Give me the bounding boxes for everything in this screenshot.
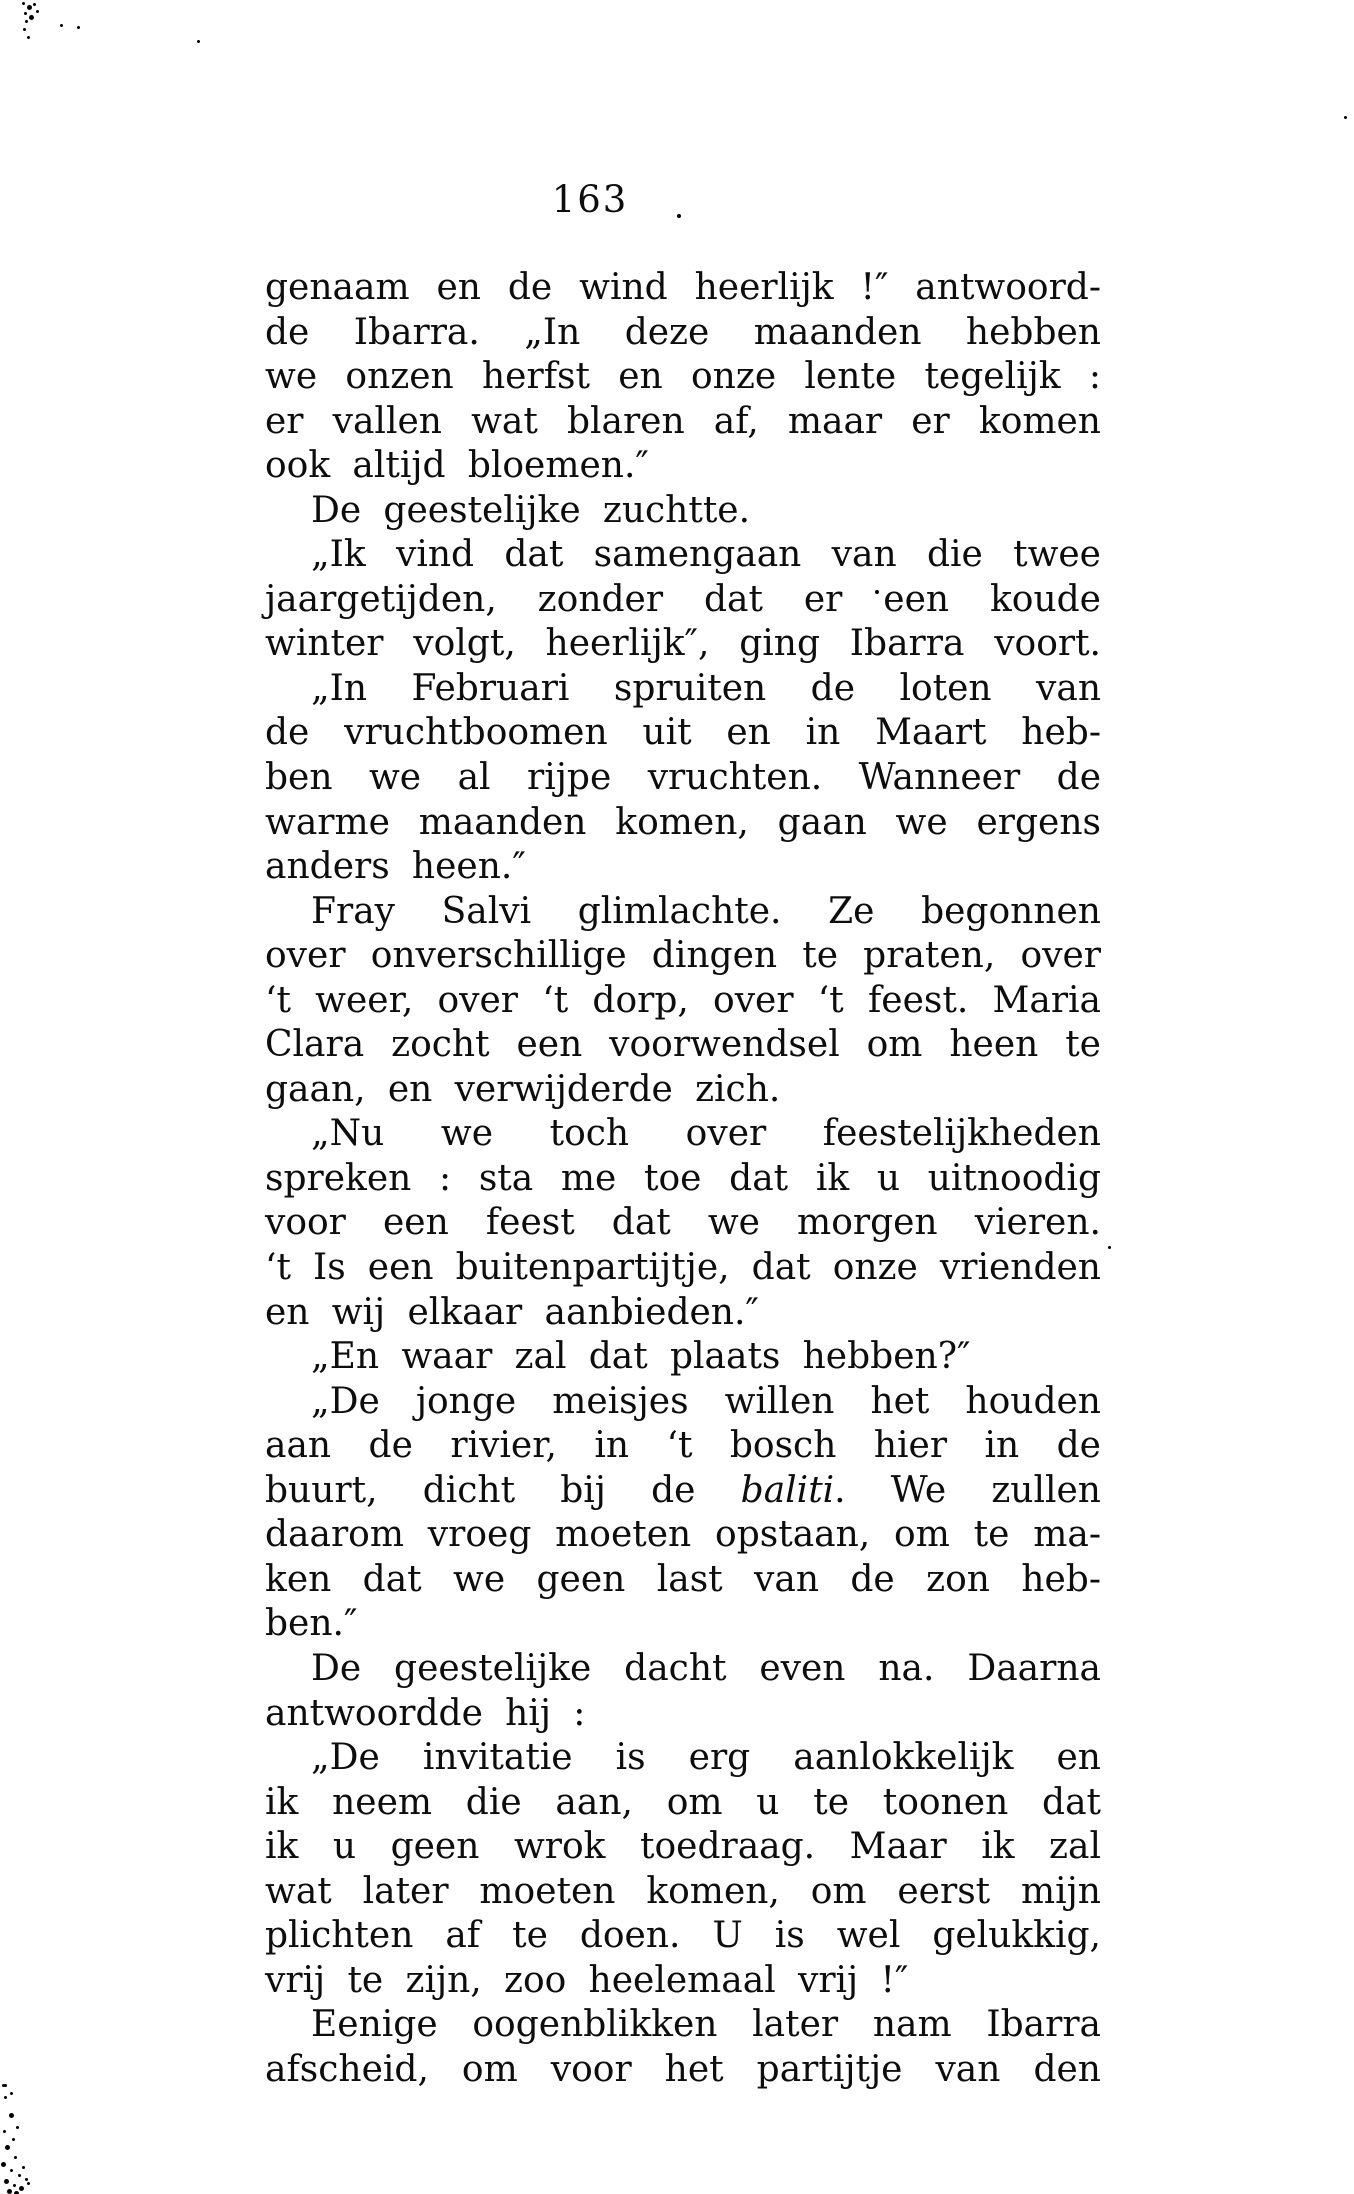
scan-noise-dot [1108, 1246, 1111, 1249]
text-line: daarom vroeg moeten opstaan, om te ma- [265, 1514, 1101, 1556]
text-line: spreken : sta me toe dat ik u uitnoodig [265, 1157, 1101, 1199]
text-line: ik u geen wrok toedraag. Maar ik zal [265, 1826, 1101, 1868]
text-line: antwoordde hij : [265, 1692, 586, 1734]
page-text [265, 266, 1101, 2092]
text-line: de vruchtboomen uit en in Maart heb- [265, 712, 1101, 754]
text-line: genaam en de wind heerlijk !″ antwoord- [265, 267, 1101, 308]
text-line: ben.″ [265, 1603, 358, 1645]
text-line: buurt, dicht bij de baliti. We zullen [265, 1469, 1101, 1511]
text-line: „De invitatie is erg aanlokkelijk en [311, 1737, 1101, 1779]
text-line: winter volgt, heerlijk″, ging Ibarra voort. [265, 623, 1101, 665]
text-line: vrij te zijn, zoo heelemaal vrij !″ [265, 1959, 909, 2001]
text-line: ‘t weer, over ‘t dorp, over ‘t feest. Maria [265, 979, 1101, 1021]
text-line: De geestelijke dacht even na. Daarna [311, 1647, 1101, 1689]
text-line: ken dat we geen last van de zon heb- [265, 1558, 1101, 1600]
text-line: er vallen wat blaren af, maar er komen [265, 400, 1101, 442]
scan-noise-top-left [22, 2, 25, 5]
scan-noise-dot [1344, 116, 1347, 119]
text-line: de Ibarra. „In deze maanden hebben [265, 311, 1101, 353]
text-line: aan de rivier, in ‘t bosch hier in de [265, 1425, 1101, 1467]
text-line: ook altijd bloemen.″ [265, 445, 649, 487]
text-line: anders heen.″ [265, 846, 526, 888]
text-line: De geestelijke zuchtte. [311, 489, 751, 531]
text-line: ik neem die aan, om u te toonen dat [265, 1781, 1101, 1823]
text-line: warme maanden komen, gaan we ergens [265, 801, 1101, 843]
text-line: „Ik vind dat samengaan van die twee [311, 534, 1101, 576]
text-line: jaargetijden, zonder dat er een koude [265, 578, 1101, 620]
scan-noise-dot [677, 214, 681, 218]
text-line: ‘t Is een buitenpartijtje, dat onze vrienden [265, 1247, 1101, 1289]
text-line: „En waar zal dat plaats hebben?″ [311, 1336, 971, 1378]
text-line: ben we al rijpe vruchten. Wanneer de [265, 757, 1101, 799]
scan-noise-bottom-left [2, 2084, 5, 2087]
text-line: we onzen herfst en onze lente tegelijk : [265, 356, 1101, 398]
text-line: Fray Salvi glimlachte. Ze begonnen [311, 890, 1101, 932]
text-line: afscheid, om voor het partijtje van den [265, 2048, 1101, 2090]
text-line: Eenige oogenblikken later nam Ibarra [311, 2004, 1101, 2046]
text-line: voor een feest dat we morgen vieren. [265, 1202, 1101, 1244]
text-line: „Nu we toch over feestelijkheden [311, 1113, 1101, 1155]
text-line: en wij elkaar aanbieden.″ [265, 1291, 759, 1333]
page-number: 163 [551, 178, 629, 221]
text-line: gaan, en verwijderde zich. [265, 1068, 781, 1110]
text-line: wat later moeten komen, om eerst mijn [265, 1870, 1101, 1912]
text-line: Clara zocht een voorwendsel om heen te [265, 1024, 1101, 1066]
text-line: „De jonge meisjes willen het houden [311, 1380, 1101, 1422]
text-line: over onverschillige dingen te praten, over [265, 935, 1101, 977]
text-line: plichten af te doen. U is wel gelukkig, [265, 1915, 1101, 1957]
text-line: „In Februari spruiten de loten van [311, 667, 1101, 709]
